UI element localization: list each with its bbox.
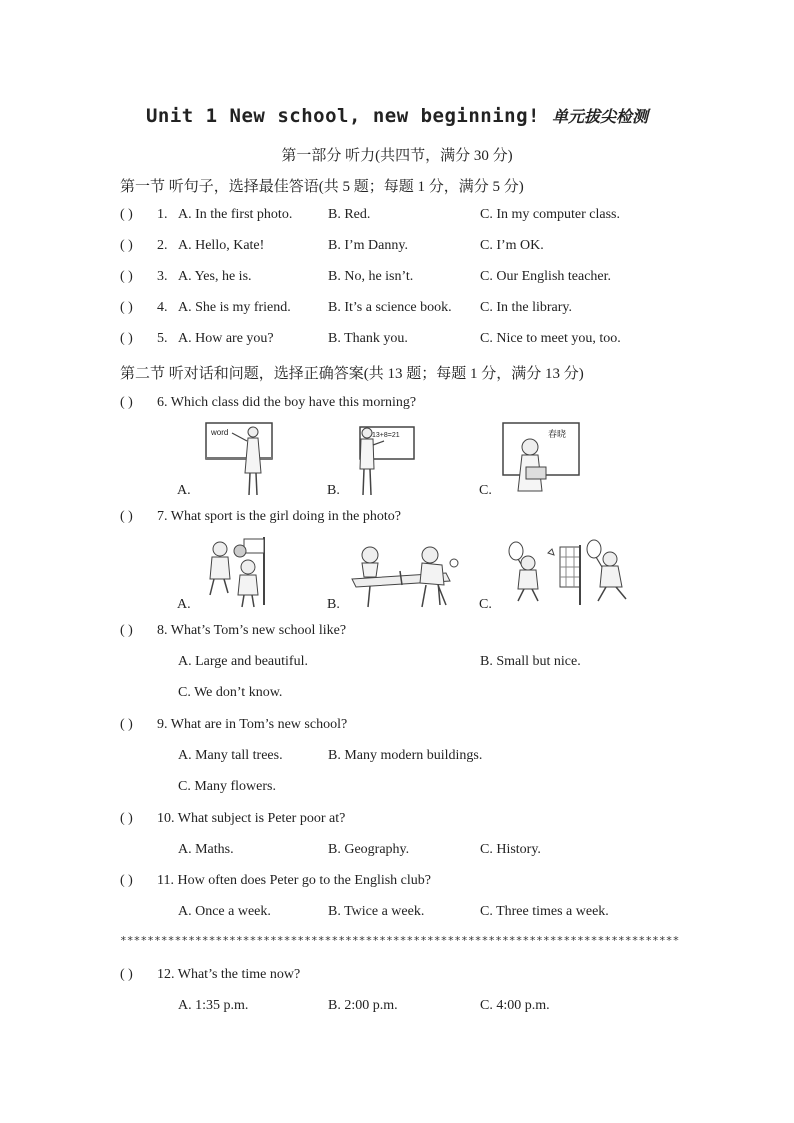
- option-a: A. Large and beautiful.: [178, 654, 308, 669]
- board-maths-text: 13+8=21: [372, 432, 400, 439]
- option-c: C. Nice to meet you, too.: [480, 331, 621, 346]
- question-text: 9. What are in Tom’s new school?: [157, 717, 348, 732]
- table-tennis-picture[interactable]: [350, 541, 462, 611]
- option-a: A. Hello, Kate!: [178, 238, 265, 253]
- section2-heading: 第二节 听对话和问题，选择正确答案(共 13 题；每题 1 分，满分 13 分): [120, 366, 584, 382]
- answer-blank[interactable]: ( ): [120, 717, 133, 732]
- english-class-picture[interactable]: [205, 421, 275, 497]
- maths-class-picture[interactable]: [352, 421, 416, 497]
- option-a: A. Once a week.: [178, 904, 271, 919]
- option-b-label: B.: [327, 597, 340, 612]
- title-english: Unit 1 New school, new beginning!: [145, 105, 540, 127]
- board-chinese-text: 春晓: [548, 430, 567, 440]
- answer-blank[interactable]: ( ): [120, 967, 133, 982]
- option-c: C. Three times a week.: [480, 904, 609, 919]
- answer-blank[interactable]: ( ): [120, 207, 133, 222]
- question-text: 6. Which class did the boy have this morning?: [157, 395, 417, 410]
- question-text: 10. What subject is Peter poor at?: [157, 811, 346, 826]
- option-a-label: A.: [177, 597, 191, 612]
- question-number: 3.: [157, 269, 168, 284]
- question-text: 11. How often does Peter go to the English club?: [157, 873, 431, 888]
- option-b: B. I’m Danny.: [328, 238, 408, 253]
- chinese-class-picture[interactable]: [502, 421, 582, 497]
- option-a: A. 1:35 p.m.: [178, 998, 249, 1013]
- option-c: C. Our English teacher.: [480, 269, 612, 284]
- answer-blank[interactable]: ( ): [120, 509, 133, 524]
- option-c: C. Many flowers.: [178, 779, 276, 794]
- option-a: A. Yes, he is.: [178, 269, 252, 284]
- option-b-label: B.: [327, 483, 340, 498]
- basketball-picture[interactable]: [202, 535, 270, 609]
- option-a: A. How are you?: [178, 331, 274, 346]
- option-b: B. Twice a week.: [328, 904, 425, 919]
- option-a: A. Maths.: [178, 842, 234, 857]
- option-c: C. 4:00 p.m.: [480, 998, 550, 1013]
- option-b: B. Many modern buildings.: [328, 748, 483, 763]
- answer-blank[interactable]: ( ): [120, 623, 133, 638]
- question-text: 12. What’s the time now?: [157, 967, 301, 982]
- option-a-label: A.: [177, 483, 191, 498]
- option-c: C. In my computer class.: [480, 207, 620, 222]
- page-title: [0, 104, 794, 128]
- option-b: B. Thank you.: [328, 331, 408, 346]
- option-b: B. Red.: [328, 207, 371, 222]
- section-divider: **********************************************************************************: [120, 934, 680, 947]
- section1-heading: 第一节 听句子，选择最佳答语(共 5 题；每题 1 分，满分 5 分): [120, 179, 524, 195]
- option-b: B. It’s a science book.: [328, 300, 452, 315]
- answer-blank[interactable]: ( ): [120, 811, 133, 826]
- answer-blank[interactable]: ( ): [120, 873, 133, 888]
- option-c: C. We don’t know.: [178, 685, 283, 700]
- option-a: A. In the first photo.: [178, 207, 293, 222]
- option-a: A. She is my friend.: [178, 300, 291, 315]
- option-c: C. I’m OK.: [480, 238, 544, 253]
- answer-blank[interactable]: ( ): [120, 300, 133, 315]
- option-c: C. History.: [480, 842, 541, 857]
- question-text: 8. What’s Tom’s new school like?: [157, 623, 347, 638]
- question-number: 2.: [157, 238, 168, 253]
- question-number: 4.: [157, 300, 168, 315]
- title-chinese: 单元拔尖检测: [551, 107, 648, 126]
- question-number: 1.: [157, 207, 168, 222]
- option-b: B. Geography.: [328, 842, 410, 857]
- answer-blank[interactable]: ( ): [120, 331, 133, 346]
- answer-blank[interactable]: ( ): [120, 269, 133, 284]
- option-b: B. 2:00 p.m.: [328, 998, 398, 1013]
- option-c: C. In the library.: [480, 300, 573, 315]
- part-heading: 第一部分 听力(共四节，满分 30 分): [281, 148, 513, 164]
- board-word-text: word: [211, 428, 229, 437]
- question-number: 5.: [157, 331, 168, 346]
- option-c-label: C.: [479, 597, 492, 612]
- answer-blank[interactable]: ( ): [120, 395, 133, 410]
- option-b: B. No, he isn’t.: [328, 269, 414, 284]
- option-b: B. Small but nice.: [480, 654, 581, 669]
- option-a: A. Many tall trees.: [178, 748, 283, 763]
- badminton-picture[interactable]: [504, 539, 636, 607]
- question-text: 7. What sport is the girl doing in the photo?: [157, 509, 401, 524]
- option-c-label: C.: [479, 483, 492, 498]
- answer-blank[interactable]: ( ): [120, 238, 133, 253]
